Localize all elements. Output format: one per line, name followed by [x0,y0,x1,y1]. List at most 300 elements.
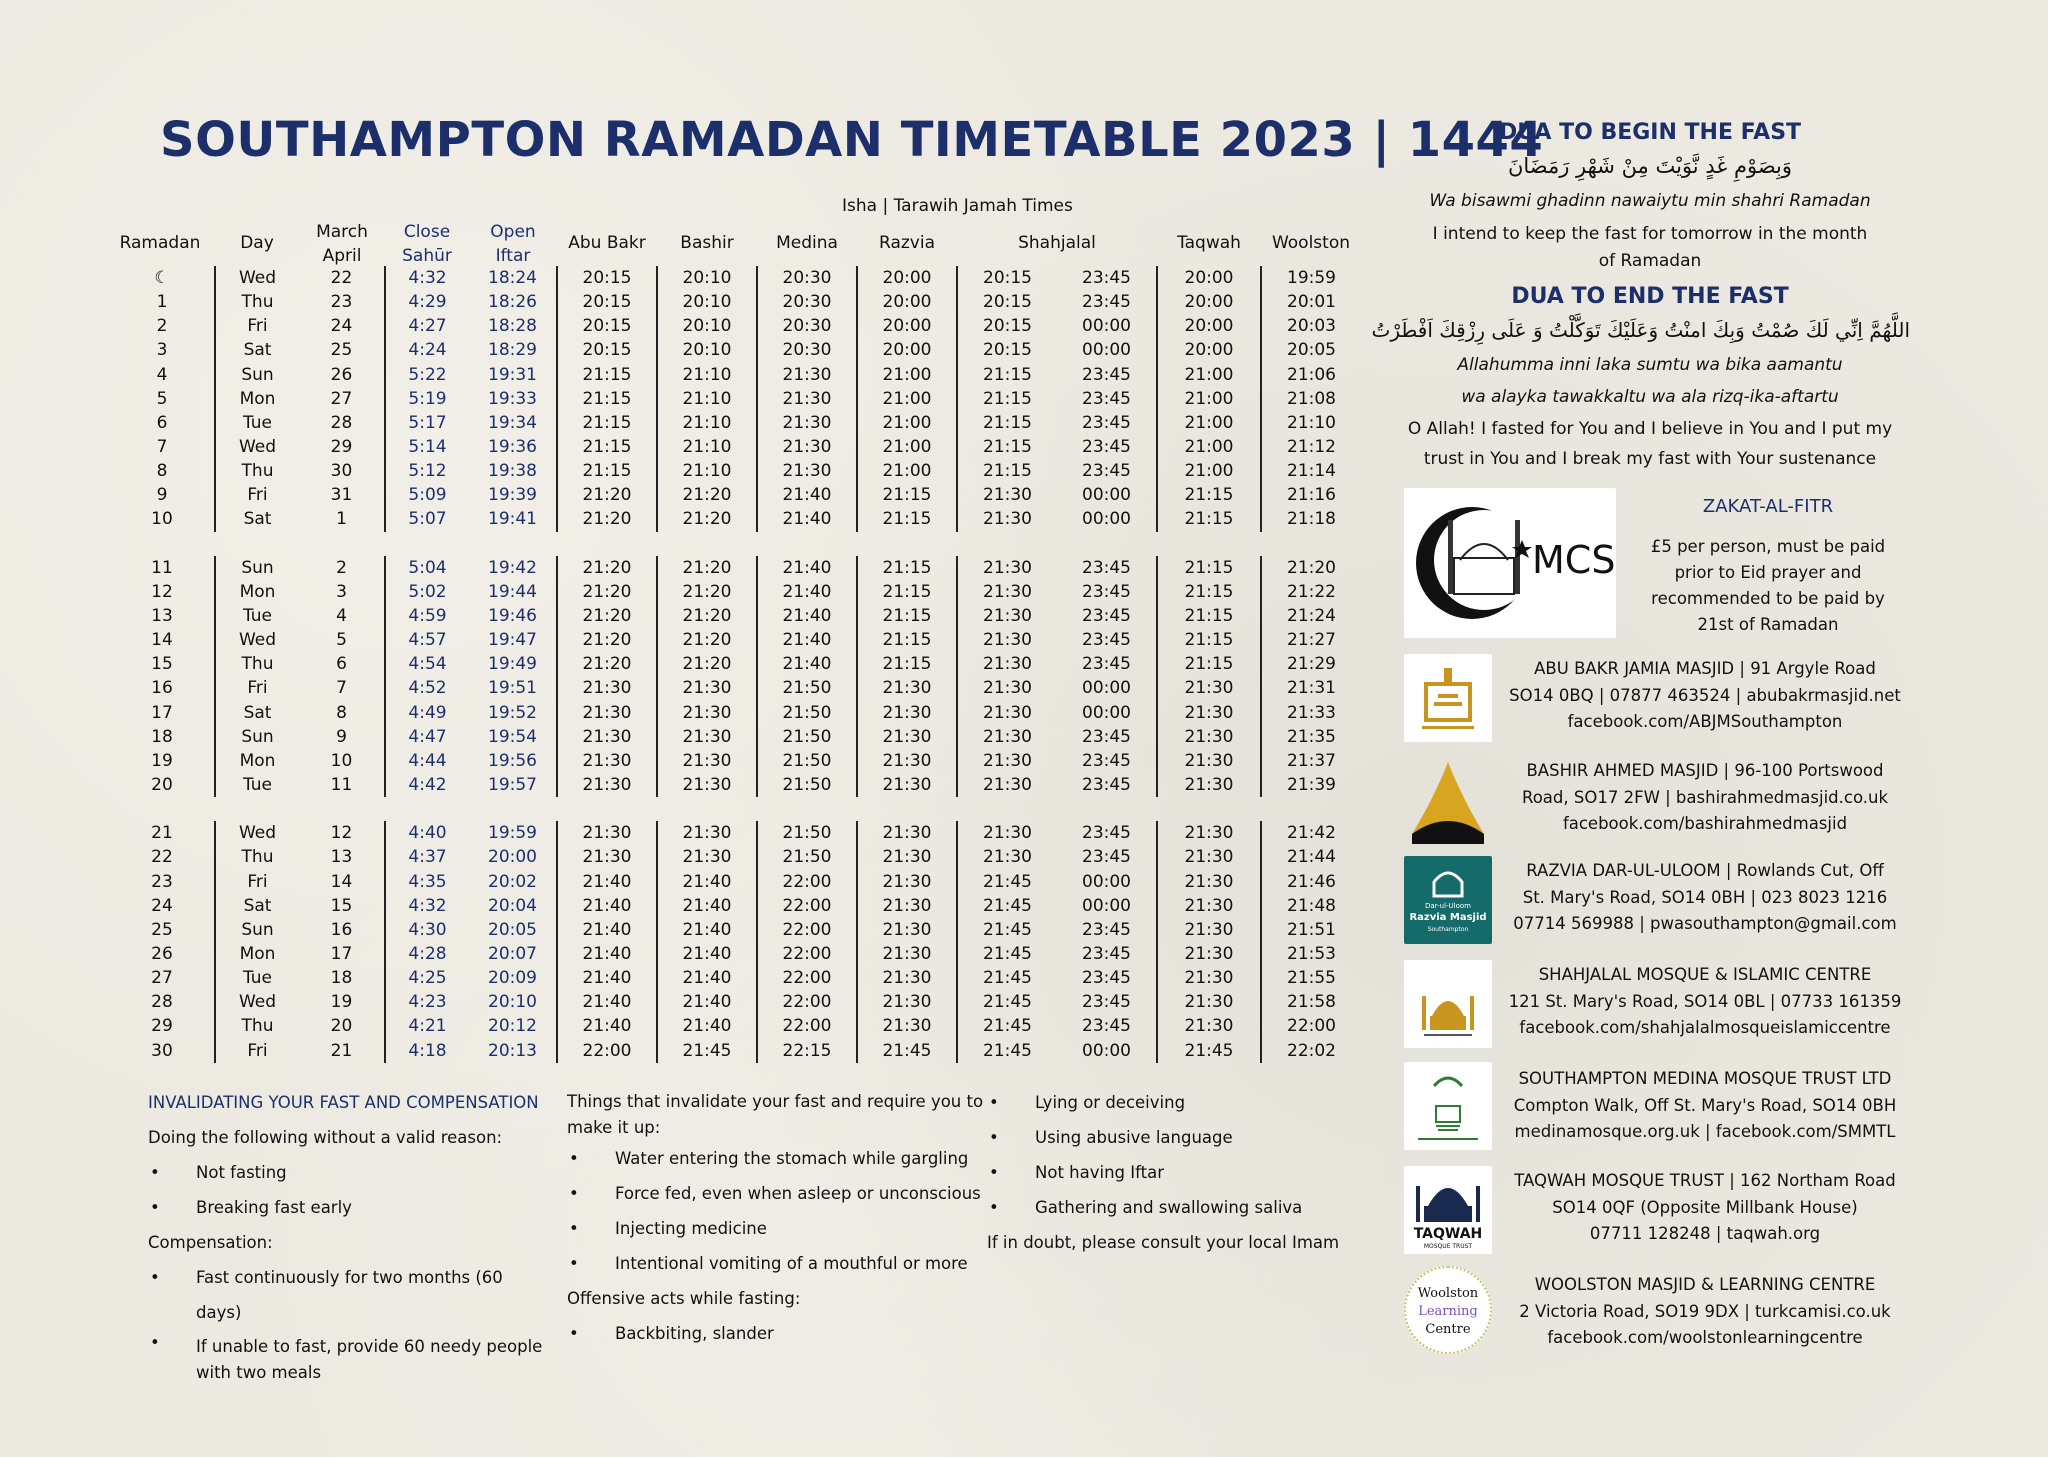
table-cell: 23:45 [1082,557,1131,578]
mosque-line: RAZVIA DAR-UL-ULOOM | Rowlands Cut, Off [1526,861,1884,880]
table-cell: 00:00 [1082,1040,1131,1061]
gap-cell [215,797,299,821]
mosque-line: Compton Walk, Off St. Mary's Road, SO14 0BH [1513,1095,1897,1115]
table-cell: 14 [330,871,353,892]
table-cell: 20:05 [488,919,537,940]
table-cell: 23:45 [1082,630,1131,651]
table-cell: 21:30 [857,725,957,749]
table-cell: 4:30 [385,918,469,942]
table-cell: 20:07 [488,944,537,964]
gap-cell [385,797,469,821]
gap-cell [557,532,657,556]
table-cell: 20:10 [488,992,537,1013]
woolston-logo-line1: Woolston [1417,1286,1479,1301]
table-cell: 1 [156,292,168,313]
table-cell: 21:27 [1261,628,1361,652]
table-cell: 21:30 [1157,821,1261,845]
table-cell: 21:15 [1157,483,1261,507]
table-cell: 21:30 [957,556,1057,580]
table-cell: Mon [215,387,299,411]
things-intro-1: Things that invalidate your fast and require you to [567,1092,984,1111]
table-cell: 21:20 [657,604,757,628]
mosque-razvia [1500,858,1910,938]
table-cell: 21:40 [657,918,757,942]
table-cell: 21:30 [657,749,757,773]
consult-imam-note: If in doubt, please consult your local Imam [987,1233,1340,1252]
table-cell: 20 [330,1016,353,1037]
table-cell: 23:45 [1082,581,1131,602]
dua-end-arabic: اللَّهُمَّ اِنِّي لَكَ صُمْتُ وَبِكَ امنْتُ وَعَلَيْكَ تَوَكَّلْتُ وَ عَلَى رِزْقِكَ اَفْطَرْتُ [1371,318,1910,342]
gap-cell [299,797,385,821]
table-cell: 21:00 [1157,411,1261,435]
table-cell: Tue [215,966,299,990]
table-cell: 1 [336,509,347,530]
table-cell: 22:00 [757,918,857,942]
gap-cell [857,797,957,821]
table-row [110,363,1361,387]
table-cell: 21:31 [1261,676,1361,700]
bashir-ahmed-logo [1404,758,1492,846]
table-cell: 21:30 [557,701,657,725]
table-cell: 21:30 [857,676,957,700]
table-cell: 22:02 [1261,1039,1361,1063]
mosque-line: facebook.com/ABJMSouthampton [1567,712,1843,731]
header-taqwah: Taqwah [1177,233,1241,253]
header-month-march: March [316,222,368,242]
table-row [110,290,1361,314]
mosque-line: St. Mary's Road, SO14 0BH | 023 8023 1216 [1522,887,1888,907]
table-cell: 17 [151,702,173,723]
table-cell: 22:00 [757,1014,857,1038]
table-cell: 21:15 [1157,556,1261,580]
table-cell: 21:20 [557,652,657,676]
table-cell: 20:15 [957,266,1057,290]
table-cell: 21:40 [757,507,857,531]
table-cell: 18:29 [488,340,537,361]
table-cell: 4:23 [385,990,469,1014]
header-close-line1: Close [403,222,451,242]
isha-tarawih-note: Isha | Tarawih Jamah Times [842,196,1073,216]
table-cell: 20:05 [1261,338,1361,362]
table-cell: 21:30 [657,701,757,725]
table-cell: 21:30 [1157,966,1261,990]
table-cell: 23:45 [1082,750,1131,771]
table-cell: 21:30 [957,701,1057,725]
table-cell: 20:15 [557,266,657,290]
gap-cell [1261,797,1361,821]
mosque-bashir-ahmed [1500,758,1910,838]
table-cell: 19:51 [488,678,537,699]
header-month-april: April [322,246,362,266]
table-cell: 21:15 [557,435,657,459]
table-cell: 21:30 [857,918,957,942]
table-row [110,604,1361,628]
table-cell: 20:00 [1157,338,1261,362]
mosque-abu-bakr [1500,656,1910,736]
dua-end-meaning-1: O Allah! I fasted for You and I believe in You and I put my [1407,419,1893,439]
table-cell: 20:00 [857,266,957,290]
table-cell: Sun [215,918,299,942]
mosque-line: 07714 569988 | pwasouthampton@gmail.com [1513,914,1897,933]
table-cell: 28 [151,992,173,1013]
invalidating-intro: Doing the following without a valid reason: [148,1128,503,1147]
table-cell: 21:30 [957,845,1057,869]
table-cell: 21:30 [1157,1014,1261,1038]
table-cell: 21:00 [1157,459,1261,483]
gap-cell [215,532,299,556]
table-cell: ☾ [154,268,170,289]
table-cell: 21:30 [857,749,957,773]
header-close-sahur [385,220,469,268]
razvia-logo-line2: Razvia Masjid [1409,912,1487,923]
table-cell: 20:10 [657,266,757,290]
table-row [110,845,1361,869]
table-cell: 21:37 [1261,749,1361,773]
list-item: • Using abusive language [987,1120,1387,1155]
list-item: • Injecting medicine [567,1211,987,1246]
table-cell: 21:20 [657,556,757,580]
table-cell: 21:20 [557,507,657,531]
table-cell: 15 [151,654,173,675]
table-row [110,459,1361,483]
medina-logo [1404,1062,1492,1150]
table-cell: 4:52 [385,676,469,700]
table-cell: 21:15 [1157,652,1261,676]
table-cell: 23:45 [1082,412,1131,433]
table-cell: 21:30 [857,845,957,869]
table-cell: Mon [215,942,299,966]
table-cell: Fri [215,676,299,700]
razvia-logo-line1: Dar-ul-Uloom [1425,902,1471,910]
table-cell: 21:45 [1157,1039,1261,1063]
zakat-line-2: prior to Eid prayer and [1674,563,1862,582]
table-cell: 00:00 [1082,509,1131,530]
table-cell: 21:30 [1157,990,1261,1014]
table-cell: 21:40 [757,556,857,580]
list-item: • Force fed, even when asleep or unconscious [567,1176,987,1211]
list-item: • Fast continuously for two months (60 days) [148,1260,548,1330]
table-cell: 19:52 [488,702,537,723]
table-cell: 21:20 [557,556,657,580]
table-cell: 23:45 [1082,461,1131,482]
compensation-label: Compensation: [148,1233,273,1252]
table-cell: 20:00 [1157,314,1261,338]
table-cell: 8 [156,461,168,482]
table-cell: 5:17 [385,411,469,435]
table-cell: 5:04 [385,556,469,580]
shahjalal-logo [1404,960,1492,1048]
table-cell: 21:40 [657,942,757,966]
table-cell: 21:14 [1261,459,1361,483]
table-cell: 8 [336,702,347,723]
table-cell: Sat [215,701,299,725]
taqwah-logo-line2: MOSQUE TRUST [1423,1243,1473,1250]
list-item: • Gathering and swallowing saliva [987,1190,1387,1225]
table-cell: 21:30 [857,701,957,725]
table-cell: 21:08 [1261,387,1361,411]
list-item: • Water entering the stomach while gargling [567,1141,987,1176]
table-cell: 12 [330,823,353,844]
table-cell: 23:45 [1082,726,1131,747]
abu-bakr-mosque-icon [1404,654,1492,742]
table-cell: 19:33 [488,388,537,409]
table-cell: 23:45 [1082,268,1131,289]
table-row [110,821,1361,845]
table-cell: 21:40 [657,870,757,894]
table-cell: 20:30 [757,290,857,314]
header-open-line2: Iftar [495,246,531,266]
zakat-title: ZAKAT-AL-FITR [1702,496,1834,517]
table-row [110,701,1361,725]
header-razvia: Razvia [879,233,935,253]
table-cell: 26 [330,364,353,385]
gap-cell [557,797,657,821]
table-cell: 21:00 [1157,363,1261,387]
table-cell: Wed [215,821,299,845]
table-cell: 12 [151,581,173,602]
table-cell: 21:33 [1261,701,1361,725]
table-cell: 21:30 [1157,894,1261,918]
table-cell: 20:30 [757,338,857,362]
table-cell: 21:35 [1261,725,1361,749]
table-cell: 21:30 [1157,725,1261,749]
table-cell: 21:20 [657,507,757,531]
table-cell: 20:15 [557,338,657,362]
table-cell: 13 [151,606,173,627]
table-cell: Tue [215,773,299,797]
gap-cell [1157,797,1261,821]
table-cell: 22:00 [1261,1014,1361,1038]
mcs-logo [1404,488,1616,638]
table-cell: 22 [330,268,353,289]
table-cell: 21:10 [657,387,757,411]
table-cell: 21:30 [657,725,757,749]
shahjalal-mosque-icon [1404,960,1492,1048]
table-cell: Wed [215,628,299,652]
table-cell: 21:15 [557,411,657,435]
gap-cell [757,532,857,556]
header-abu-bakr: Abu Bakr [568,233,646,253]
table-cell: 00:00 [1082,678,1131,699]
table-cell: Sun [215,556,299,580]
table-cell: 19:39 [488,485,537,506]
table-cell: 20:30 [757,314,857,338]
mosque-line: SHAHJALAL MOSQUE & ISLAMIC CENTRE [1538,965,1872,984]
table-cell: 15 [330,895,353,916]
table-cell: 5:22 [385,363,469,387]
gap-cell [957,797,1057,821]
razvia-dome-icon [1404,860,1492,900]
table-cell: 4:37 [385,845,469,869]
table-cell: 19:46 [488,606,537,627]
table-cell: 21:15 [857,604,957,628]
table-cell: 20 [151,775,173,796]
table-cell: 6 [156,412,168,433]
table-cell: 4:25 [385,966,469,990]
row-gap [110,532,1361,556]
table-cell: 21:40 [657,966,757,990]
table-cell: 21:00 [857,363,957,387]
table-cell: 21:20 [557,604,657,628]
table-cell: 21:40 [657,894,757,918]
dua-end-transliteration-1: Allahumma inni laka sumtu wa bika aamantu [1457,355,1843,375]
table-row [110,749,1361,773]
table-cell: 20:00 [857,338,957,362]
table-cell: 00:00 [1082,340,1131,361]
table-cell: 21:12 [1261,435,1361,459]
gap-cell [1157,532,1261,556]
table-cell: 4:44 [385,749,469,773]
table-cell: 20:04 [488,895,537,916]
zakat-line-4: 21st of Ramadan [1697,615,1839,634]
table-row [110,411,1361,435]
table-cell: Fri [215,870,299,894]
table-cell: 21:45 [957,942,1057,966]
table-cell: 21:30 [1157,676,1261,700]
abu-bakr-logo [1404,654,1492,742]
table-cell: 4:54 [385,652,469,676]
table-row [110,990,1361,1014]
table-cell: 21:30 [957,507,1057,531]
table-cell: Mon [215,749,299,773]
table-cell: 21:15 [1157,604,1261,628]
table-cell: 21:30 [957,604,1057,628]
table-cell: Thu [215,290,299,314]
table-cell: 19:59 [488,823,537,844]
table-row [110,725,1361,749]
table-cell: 3 [336,581,347,602]
gap-cell [1057,532,1157,556]
table-cell: 21:20 [657,483,757,507]
table-cell: 20:00 [1157,290,1261,314]
gap-cell [957,532,1057,556]
table-cell: 21:40 [757,483,857,507]
table-cell: 21:58 [1261,990,1361,1014]
header-medina: Medina [776,233,838,253]
list-item: • Backbiting, slander [567,1316,987,1351]
table-cell: 10 [151,509,173,530]
table-cell: 21:30 [1157,918,1261,942]
table-cell: 18 [330,968,353,989]
table-cell: 21:30 [957,676,1057,700]
table-cell: 00:00 [1082,895,1131,916]
header-bashir: Bashir [680,233,734,253]
table-cell: 21:10 [1261,411,1361,435]
table-cell: 21:30 [757,435,857,459]
table-cell: 21:30 [557,821,657,845]
table-cell: 21:30 [857,870,957,894]
table-cell: 21:51 [1261,918,1361,942]
table-cell: 21:50 [757,676,857,700]
offensive-label: Offensive acts while fasting: [567,1289,801,1308]
table-cell: 21 [330,1040,353,1061]
table-cell: 20:00 [1157,266,1261,290]
table-cell: 21:15 [557,387,657,411]
list-item: • Breaking fast early [148,1190,548,1225]
mosque-medina [1500,1066,1910,1146]
table-cell: Thu [215,652,299,676]
table-cell: 21:40 [557,894,657,918]
mosque-line: 121 St. Mary's Road, SO14 0BL | 07733 161359 [1508,991,1902,1011]
header-close-line2: Sahūr [402,246,452,266]
table-cell: 21:50 [757,821,857,845]
table-cell: 4:42 [385,773,469,797]
table-cell: 21:45 [957,894,1057,918]
table-cell: 21:00 [1157,435,1261,459]
mosque-line: medinamosque.org.uk | facebook.com/SMMTL [1514,1122,1896,1141]
table-cell: 19:57 [488,775,537,796]
table-row [110,918,1361,942]
table-cell: 4 [156,364,168,385]
table-cell: 4:35 [385,870,469,894]
table-cell: 24 [151,895,173,916]
table-cell: 23:45 [1082,823,1131,844]
table-cell: 21:44 [1261,845,1361,869]
table-cell: 21:22 [1261,580,1361,604]
table-cell: 23:45 [1082,292,1131,313]
table-cell: 4 [336,606,347,627]
table-cell: 20:12 [488,1016,537,1037]
table-cell: 21:45 [957,918,1057,942]
table-cell: Wed [215,990,299,1014]
table-cell: 21:20 [657,580,757,604]
table-row [110,894,1361,918]
table-cell: Fri [215,314,299,338]
list-item-continuation: with two meals [196,1363,322,1382]
list-item: • If unable to fast, provide 60 needy people [148,1330,548,1360]
table-cell: 21:30 [557,749,657,773]
table-cell: 21:30 [957,628,1057,652]
table-cell: 23:45 [1082,992,1131,1013]
table-cell: 4:29 [385,290,469,314]
table-cell: 21:15 [957,387,1057,411]
table-cell: 21:30 [957,483,1057,507]
table-row [110,483,1361,507]
table-cell: 21:30 [1157,773,1261,797]
dua-end-transliteration-2: wa alayka tawakkaltu wa ala rizq-ika-aftartu [1461,387,1839,407]
table-cell: 21:20 [1261,556,1361,580]
table-cell: 23:45 [1082,847,1131,868]
mosque-line: WOOLSTON MASJID & LEARNING CENTRE [1534,1275,1876,1294]
things-intro-2: make it up: [567,1118,661,1137]
row-gap [110,797,1361,821]
table-cell: 5:12 [385,459,469,483]
table-cell: 23:45 [1082,364,1131,385]
timetable [110,266,1361,1063]
table-cell: 20:30 [757,266,857,290]
table-cell: Fri [215,483,299,507]
mosque-line: 2 Victoria Road, SO19 9DX | turkcamisi.co.uk [1519,1301,1891,1321]
table-cell: Thu [215,459,299,483]
razvia-logo [1404,856,1492,944]
header-open-line1: Open [490,222,536,242]
table-cell: 20:10 [657,314,757,338]
table-cell: 22:00 [757,966,857,990]
table-cell: 28 [330,412,353,433]
table-cell: 25 [330,340,353,361]
table-cell: 21 [151,823,173,844]
table-cell: 9 [336,726,347,747]
table-cell: 21:24 [1261,604,1361,628]
table-row [110,435,1361,459]
dua-begin-meaning-2: of Ramadan [1598,251,1702,271]
table-row [110,556,1361,580]
table-cell: 24 [330,316,353,337]
table-cell: 21:40 [657,990,757,1014]
table-cell: 21:30 [757,411,857,435]
table-cell: 4:32 [385,266,469,290]
table-cell: 21:30 [857,773,957,797]
